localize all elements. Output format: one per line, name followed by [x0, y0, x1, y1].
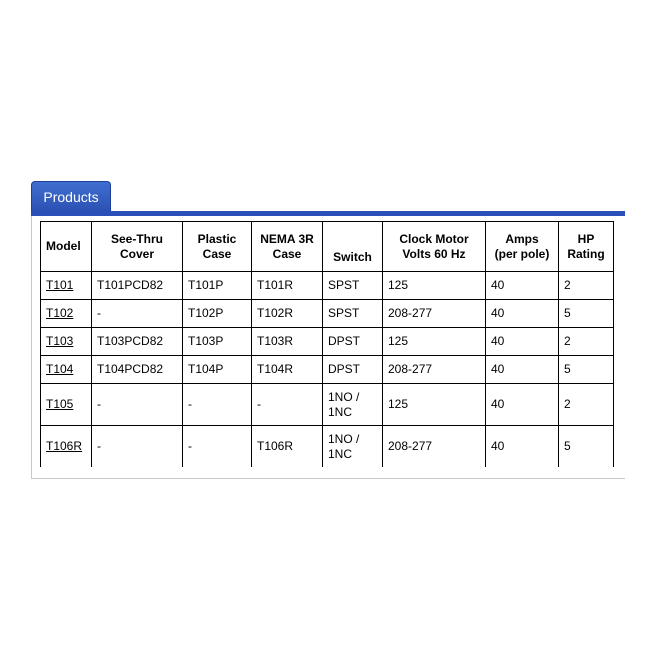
- column-header-line: Case: [202, 246, 232, 261]
- see-thru-cover-cell: T101PCD82: [92, 272, 183, 300]
- table-row: [41, 328, 614, 356]
- clock-motor-volts-cell: 125: [383, 272, 486, 300]
- column-header-amps: [486, 222, 559, 272]
- table-header-row: [41, 222, 614, 272]
- switch-line: 1NO /: [328, 431, 360, 446]
- column-header-nema-3r-case: [252, 222, 323, 272]
- see-thru-cover-cell: -: [92, 300, 183, 328]
- model-link[interactable]: T104: [46, 362, 74, 376]
- column-header-clock-motor-volts: [383, 222, 486, 272]
- column-header-line: Plastic: [197, 231, 237, 246]
- switch-cell: [323, 384, 383, 426]
- clock-motor-volts-cell: 125: [383, 328, 486, 356]
- model-link[interactable]: T105: [46, 397, 74, 411]
- model-cell: [41, 426, 92, 468]
- column-header-switch: Switch: [323, 222, 383, 272]
- model-cell: [41, 384, 92, 426]
- amps-cell: 40: [486, 384, 559, 426]
- switch-cell: SPST: [323, 272, 383, 300]
- see-thru-cover-cell: T104PCD82: [92, 356, 183, 384]
- hp-rating-cell: 5: [559, 426, 614, 468]
- clock-motor-volts-cell: 208-277: [383, 300, 486, 328]
- column-header-line: Case: [272, 246, 302, 261]
- nema-3r-case-cell: T104R: [252, 356, 323, 384]
- table-row: [41, 384, 614, 426]
- model-link[interactable]: T101: [46, 278, 74, 292]
- column-header-line: (per pole): [494, 246, 550, 261]
- column-header-line: Cover: [119, 246, 154, 261]
- table-row: [41, 300, 614, 328]
- plastic-case-cell: -: [183, 384, 252, 426]
- table-row: [41, 272, 614, 300]
- see-thru-cover-cell: T103PCD82: [92, 328, 183, 356]
- column-header-see-thru-cover: [92, 222, 183, 272]
- nema-3r-case-cell: T101R: [252, 272, 323, 300]
- see-thru-cover-cell: -: [92, 426, 183, 468]
- hp-rating-cell: 5: [559, 356, 614, 384]
- column-header-line: Clock Motor: [399, 231, 469, 246]
- model-cell: [41, 328, 92, 356]
- column-header-hp-rating: [559, 222, 614, 272]
- switch-cell: DPST: [323, 328, 383, 356]
- plastic-case-cell: T104P: [183, 356, 252, 384]
- table-row: [41, 356, 614, 384]
- switch-cell: [323, 426, 383, 468]
- switch-cell: SPST: [323, 300, 383, 328]
- switch-cell: DPST: [323, 356, 383, 384]
- column-header-line: HP: [577, 231, 595, 246]
- nema-3r-case-cell: T106R: [252, 426, 323, 468]
- switch-line: 1NC: [328, 404, 353, 419]
- nema-3r-case-cell: T103R: [252, 328, 323, 356]
- model-cell: [41, 272, 92, 300]
- tab-products[interactable]: Products: [31, 181, 111, 212]
- plastic-case-cell: T102P: [183, 300, 252, 328]
- hp-rating-cell: 2: [559, 328, 614, 356]
- amps-cell: 40: [486, 356, 559, 384]
- column-header-line: Volts 60 Hz: [402, 246, 466, 261]
- model-link[interactable]: T103: [46, 334, 74, 348]
- column-header-line: NEMA 3R: [260, 231, 314, 246]
- model-cell: [41, 300, 92, 328]
- nema-3r-case-cell: -: [252, 384, 323, 426]
- nema-3r-case-cell: T102R: [252, 300, 323, 328]
- hp-rating-cell: 2: [559, 272, 614, 300]
- amps-cell: 40: [486, 426, 559, 468]
- switch-line: 1NC: [328, 446, 353, 461]
- hp-rating-cell: 2: [559, 384, 614, 426]
- plastic-case-cell: T101P: [183, 272, 252, 300]
- column-header-line: See-Thru: [110, 231, 163, 246]
- model-link[interactable]: T102: [46, 306, 74, 320]
- column-header-plastic-case: [183, 222, 252, 272]
- column-header-model: Model: [41, 222, 92, 272]
- model-cell: [41, 356, 92, 384]
- switch-line: 1NO /: [328, 389, 360, 404]
- plastic-case-cell: -: [183, 426, 252, 468]
- table-row: [41, 426, 614, 468]
- products-panel-body: [31, 216, 625, 479]
- amps-cell: 40: [486, 328, 559, 356]
- clock-motor-volts-cell: 208-277: [383, 426, 486, 468]
- hp-rating-cell: 5: [559, 300, 614, 328]
- amps-cell: 40: [486, 300, 559, 328]
- column-header-line: Amps: [505, 231, 539, 246]
- plastic-case-cell: T103P: [183, 328, 252, 356]
- model-link[interactable]: T106R: [46, 439, 83, 453]
- amps-cell: 40: [486, 272, 559, 300]
- column-header-line: Rating: [567, 246, 605, 261]
- clock-motor-volts-cell: 125: [383, 384, 486, 426]
- products-panel: [31, 181, 625, 479]
- clock-motor-volts-cell: 208-277: [383, 356, 486, 384]
- products-table: [40, 221, 614, 467]
- see-thru-cover-cell: -: [92, 384, 183, 426]
